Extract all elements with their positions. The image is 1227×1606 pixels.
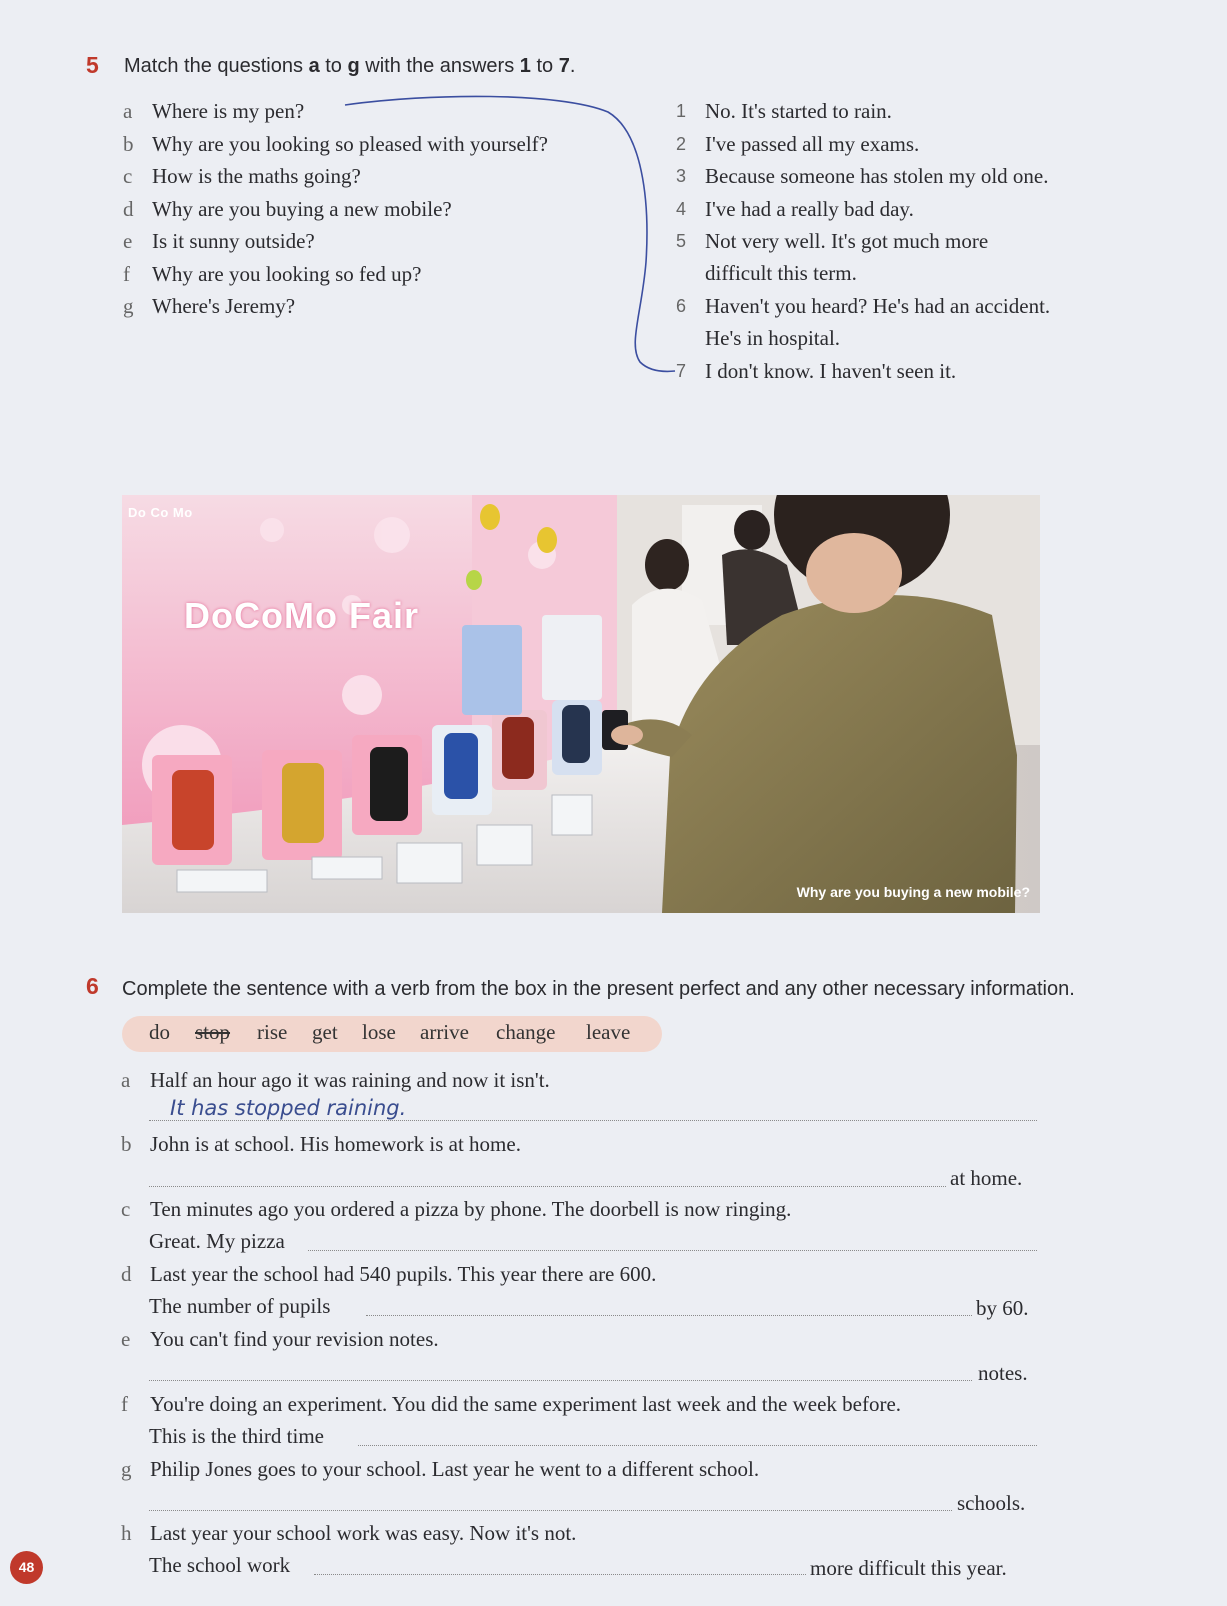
word-box [122,1016,662,1052]
item-e-after: notes. [978,1361,1028,1385]
word-get: get [312,1020,338,1044]
item-g-after: schools. [957,1491,1026,1515]
page-number: 48 [10,1551,43,1584]
item-d-before: The number of pupils [149,1294,331,1318]
item-d-answer-line[interactable] [366,1315,972,1316]
photo-phone-shop [122,495,1040,913]
word-stop: stop [195,1020,231,1044]
item-d-after: by 60. [976,1296,1029,1320]
photo-brand-text: Do Co Mo [128,505,193,520]
word-leave: leave [586,1020,631,1044]
item-g-answer-line[interactable] [149,1510,952,1511]
item-e-answer-line[interactable] [149,1380,972,1381]
photo-illustration [122,495,1040,913]
item-f-answer-line[interactable] [358,1445,1037,1446]
word-rise: rise [257,1020,288,1044]
item-f-before: This is the third time [149,1424,324,1448]
exercise-5-instruction: Match the questions a to g with the answers 1 to 7. [124,55,576,77]
word-do: do [149,1020,170,1044]
item-b-after: at home. [950,1166,1023,1190]
item-h-after: more difficult this year. [810,1556,1007,1580]
item-a-answer-line[interactable] [149,1120,1037,1121]
photo-caption: Why are you buying a new mobile? [796,884,1030,900]
photo-sign-text: DoCoMo Fair [184,595,419,636]
item-c-before: Great. My pizza [149,1229,285,1253]
item-h-answer-line[interactable] [314,1574,806,1575]
item-b-answer-line[interactable] [149,1186,946,1187]
item-a-handwritten-answer: It has stopped raining. [170,1096,407,1120]
exercise-5-number: 5 [86,52,99,78]
item-h-before: The school work [149,1553,291,1577]
word-lose: lose [362,1020,396,1044]
matching-line [0,0,1227,400]
item-c-answer-line[interactable] [308,1250,1037,1251]
word-arrive: arrive [420,1020,469,1044]
word-change: change [496,1020,556,1044]
exercise-6-number: 6 [86,973,99,999]
exercise-6-instruction: Complete the sentence with a verb from the box in the present perfect and any other necessary information. [122,978,1075,1000]
